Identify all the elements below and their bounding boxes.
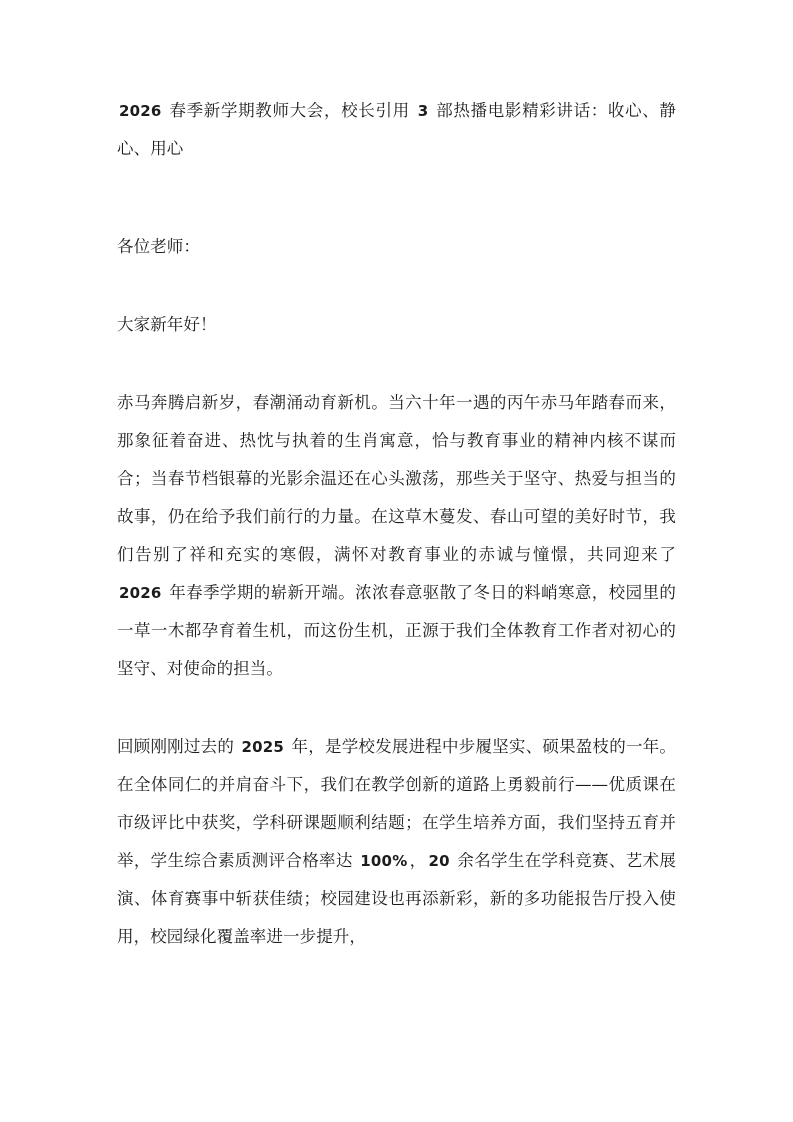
title-year: 2026 [119, 102, 162, 120]
document-title [117, 92, 676, 168]
paragraph-2-year: 2025 [241, 738, 285, 756]
greeting: 大家新年好！ [117, 315, 217, 334]
spacer-salutation [117, 266, 676, 306]
paragraph-1-segment-2: 年春季学期的崭新开端。浓浓春意驱散了冬日的料峭寒意，校园里的一草一木都孕育着生机，而这份生机，正源于我们全体教育工作者对初心的坚守、对使命的担当。 [117, 583, 676, 678]
spacer-paragraph [117, 688, 676, 728]
title-movie-count: 3 [417, 102, 429, 120]
paragraph-new-year [117, 384, 676, 688]
paragraph-1-segment-1: 赤马奔腾启新岁，春潮涌动育新机。当六十年一遇的丙午赤马年踏春而来，那象征着奋进、热忱与执着的生肖寓意，恰与教育事业的精神内核不谋而合；当春节档银幕的光影余温还在心头激荡，那些关于坚守、热爱与担当的故事，仍在给予我们前行的力量。在这草木蔓发、春山可望的美好时节，我们告别了祥和充实的寒假，满怀对教育事业的赤诚与憧憬，共同迎来了 [117, 393, 676, 564]
spacer-greeting [117, 344, 676, 384]
document-body [117, 92, 676, 956]
paragraph-2-student-count: 20 [428, 852, 450, 870]
paragraph-2-pass-rate: 100% [360, 852, 408, 870]
spacer-title [117, 168, 676, 228]
paragraph-review-wrapper [117, 728, 676, 956]
title-mid-text: 春季新学期教师大会，校长引用 [163, 101, 416, 120]
paragraph-2-segment-4: 余名学生在学科竞赛、艺术展演、体育赛事中斩获佳绩；校园建设也再添新彩，新的多功能报告厅投入使用，校园绿化覆盖率进一步提升， [117, 851, 676, 946]
title-after-text: 部热播电影精彩讲话：收心、静心、用心 [117, 101, 677, 158]
paragraph-review-2025 [117, 728, 676, 956]
paragraph-2-segment-3: ， [409, 851, 427, 870]
paragraph-1-year: 2026 [119, 584, 162, 602]
salutation: 各位老师： [117, 237, 200, 256]
paragraph-2-segment-2: 年，是学校发展进程中步履坚实、硕果盈枝的一年。在全体同仁的并肩奋斗下，我们在教学创新的道路上勇毅前行——优质课在市级评比中获奖，学科研课题顺利结题；在学生培养方面，我们坚持五育并举，学生综合素质测评合格率达 [117, 737, 676, 870]
paragraph-2-segment-1: 回顾刚刚过去的 [117, 737, 240, 756]
